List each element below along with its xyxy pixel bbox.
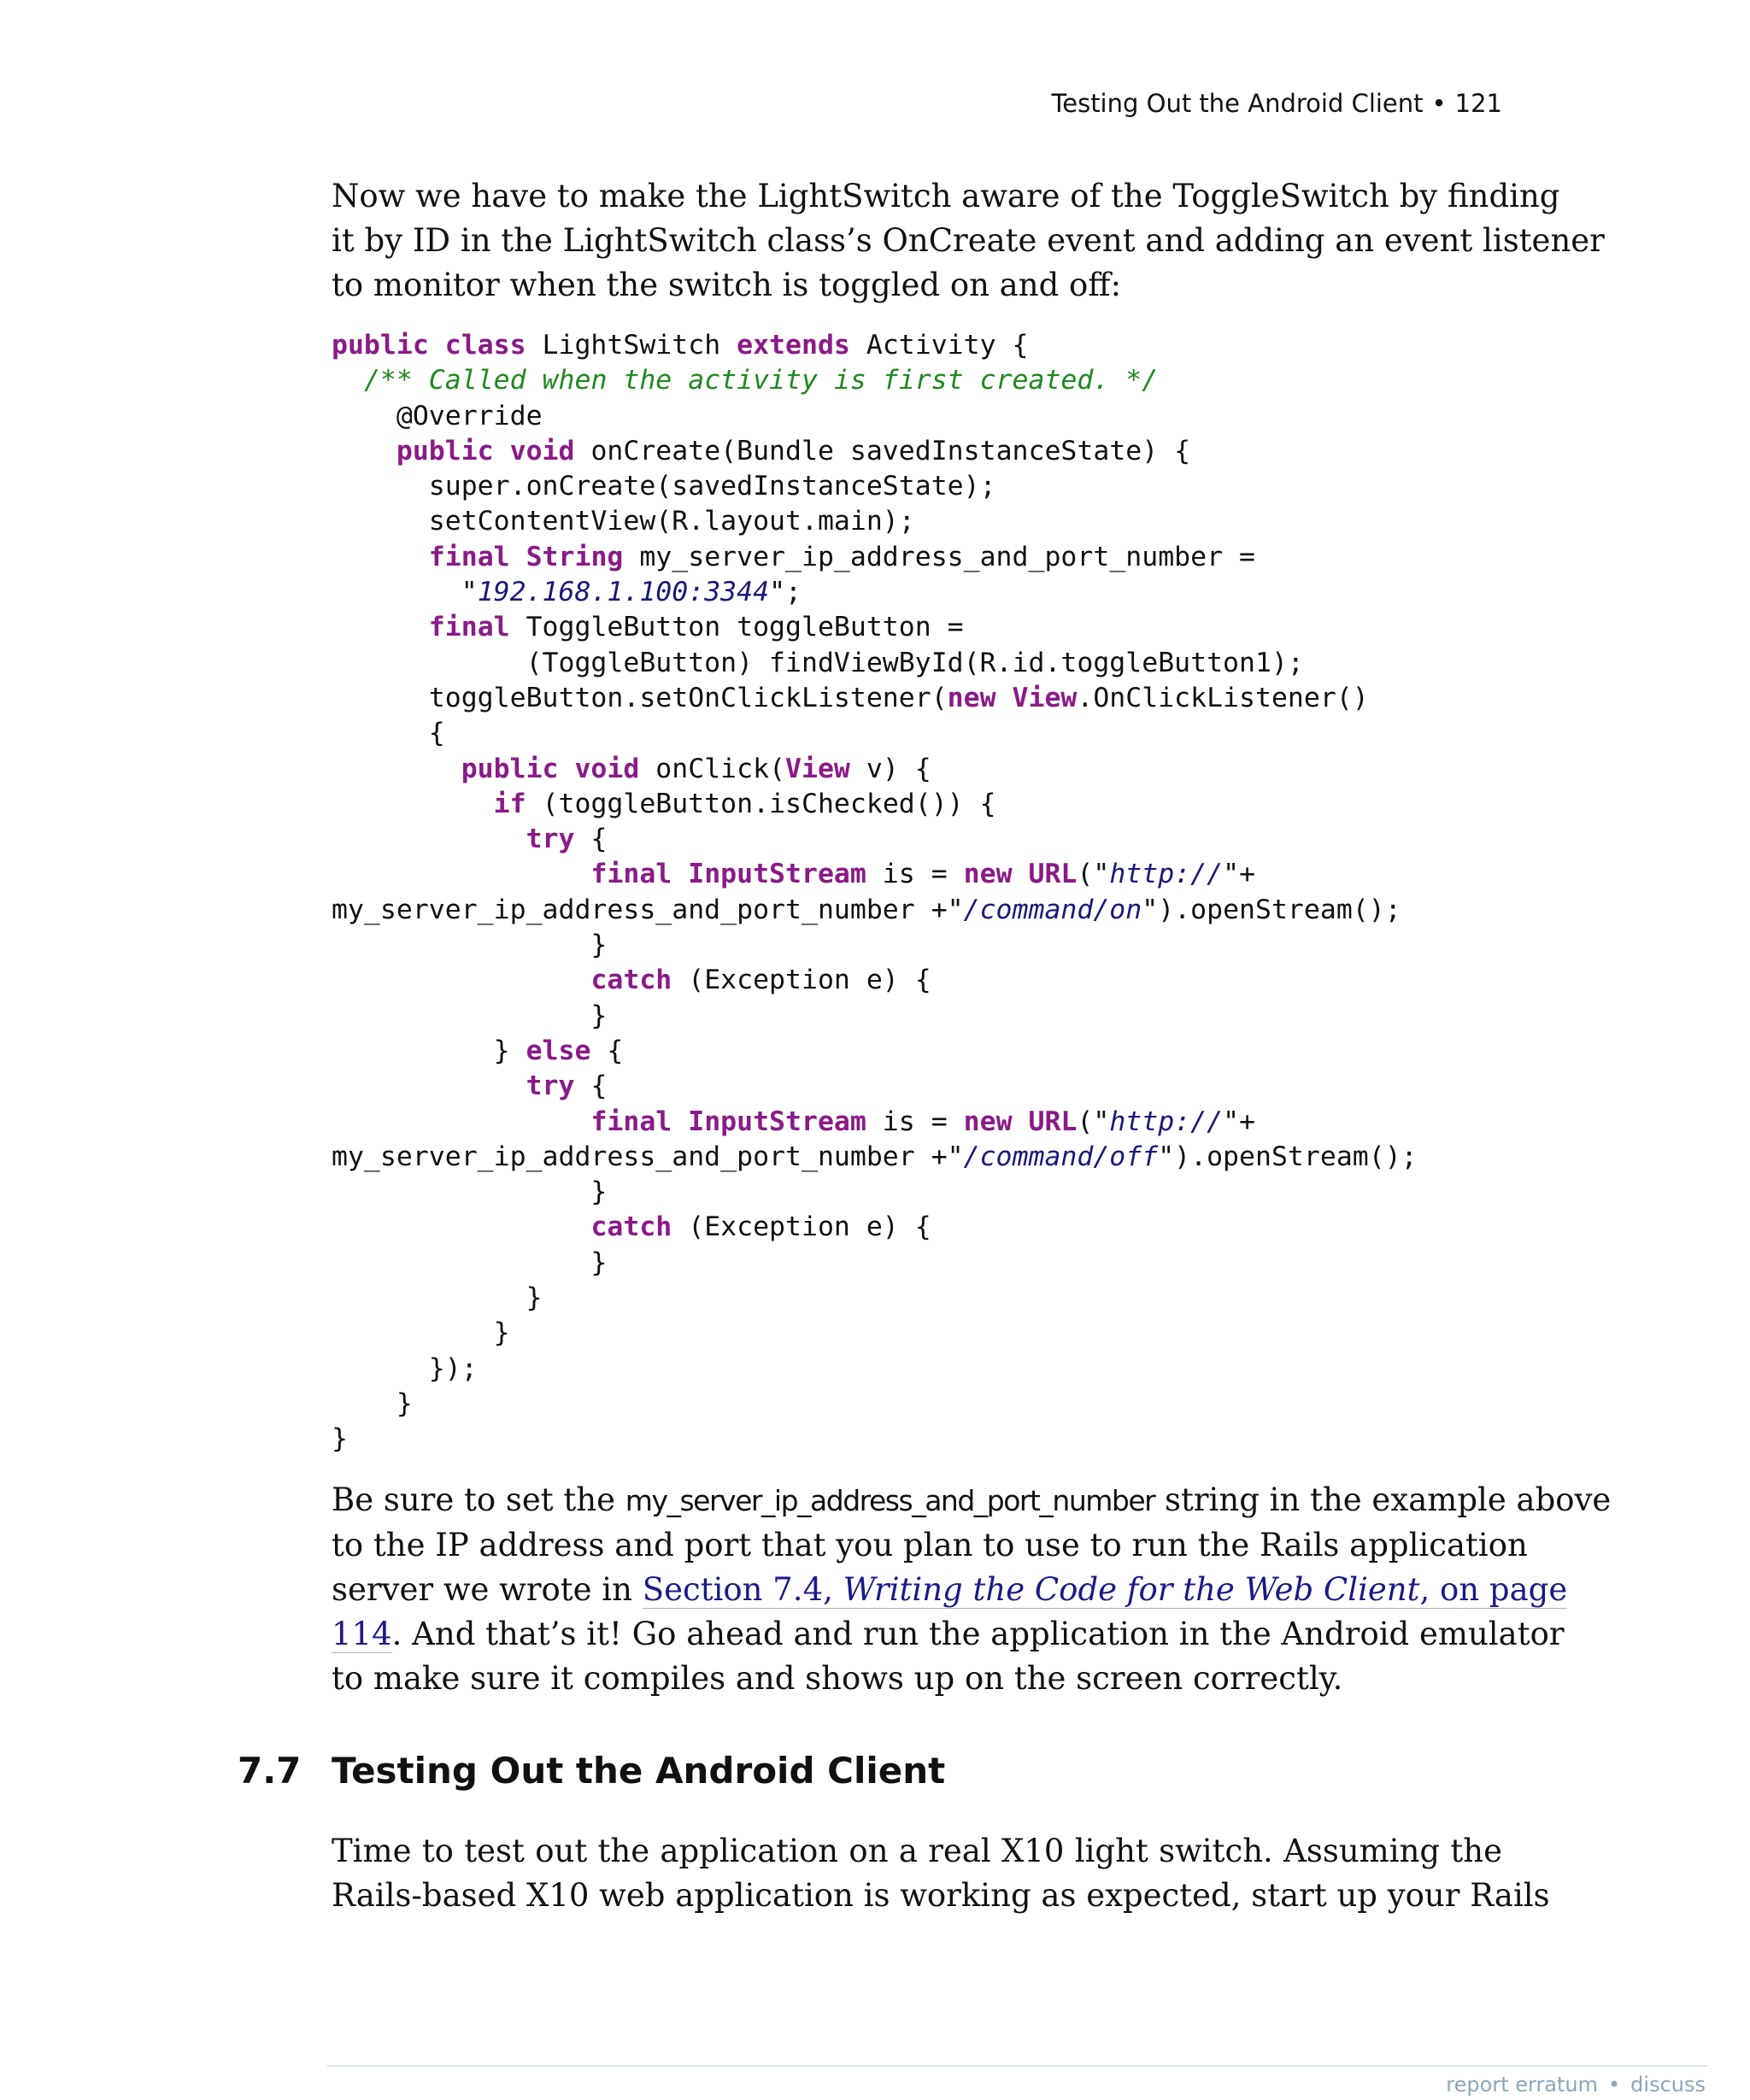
code-text: (" — [1077, 1106, 1110, 1137]
code-string: http:// — [1109, 1106, 1224, 1137]
explain-paragraph — [332, 1478, 1612, 1701]
section-number: 7.7 — [238, 1750, 302, 1792]
code-text: is = — [866, 1106, 964, 1137]
code-line — [332, 859, 1255, 889]
code-text: " — [332, 577, 478, 608]
code-line — [332, 824, 607, 854]
code-text: .OnClickListener() — [1077, 682, 1369, 713]
code-line — [332, 436, 1190, 466]
code-listing — [332, 328, 1418, 1458]
code-text: { — [332, 718, 445, 749]
code-line — [332, 648, 1304, 678]
running-header-title: Testing Out the Android Client — [1051, 89, 1424, 118]
code-line — [332, 612, 964, 642]
code-line — [332, 577, 802, 607]
code-text: super.onCreate(savedInstanceState); — [332, 471, 996, 502]
code-string: http:// — [1109, 859, 1224, 890]
code-line — [332, 1282, 543, 1313]
code-text: (toggleButton.isChecked()) { — [526, 788, 996, 819]
code-keyword: final InputStream — [590, 859, 866, 890]
code-line — [332, 1106, 1255, 1137]
code-line — [332, 471, 996, 502]
code-text: } — [332, 1387, 413, 1419]
code-keyword: public void — [396, 435, 575, 466]
code-text: } — [332, 1423, 348, 1455]
code-text — [332, 1211, 590, 1242]
section-line-1: Time to test out the application on a real X10 light switch. Assuming the — [332, 1833, 1502, 1869]
code-keyword: try — [526, 1071, 575, 1102]
code-keyword: catch — [590, 965, 672, 996]
code-line — [332, 401, 543, 431]
explain-text: server we wrote in — [332, 1571, 643, 1608]
code-text: my_server_ip_address_and_port_number +" — [332, 1141, 964, 1172]
code-line — [332, 718, 445, 748]
code-text: onCreate(Bundle savedInstanceState) { — [574, 435, 1191, 466]
intro-line-2: it by ID in the LightSwitch class’s OnCreate event and adding an event listener — [332, 222, 1605, 259]
xref-section: Section 7.4, — [642, 1571, 833, 1608]
code-text: Activity { — [849, 330, 1029, 361]
code-text — [332, 1106, 590, 1137]
code-string: /command/on — [963, 894, 1142, 925]
footer-divider — [327, 2065, 1707, 2067]
xref-title: Writing the Code for the Web Client — [843, 1571, 1420, 1608]
page-number: 121 — [1454, 89, 1502, 118]
explain-text: Be sure to set the — [332, 1481, 625, 1518]
code-text — [332, 789, 494, 819]
code-line — [332, 330, 1029, 361]
section-line-2: Rails-based X10 web application is working as expected, start up your Rails — [332, 1877, 1550, 1914]
xref-page-link[interactable]: 114 — [332, 1616, 392, 1652]
code-line — [332, 895, 1401, 925]
code-keyword: if — [493, 788, 526, 819]
code-text: @Override — [332, 400, 543, 431]
inline-code-variable: my_server_ip_address_and_port_number — [625, 1484, 1155, 1517]
code-text: (Exception e) { — [672, 965, 931, 996]
report-erratum-link[interactable]: report erratum — [1446, 2073, 1599, 2097]
code-line — [332, 1353, 478, 1384]
code-text: } — [332, 1035, 526, 1066]
code-text: (" — [1077, 859, 1110, 890]
code-line — [332, 1176, 607, 1207]
section-paragraph — [332, 1829, 1550, 1918]
code-line — [332, 1071, 607, 1101]
xref-on-page: , on page — [1419, 1571, 1568, 1608]
code-line — [332, 754, 931, 784]
code-text — [332, 965, 590, 995]
code-text — [332, 365, 364, 396]
code-text: { — [574, 1071, 608, 1102]
code-text: { — [574, 824, 608, 855]
explain-line-2: to the IP address and port that you plan to use to run the Rails application — [332, 1527, 1528, 1563]
code-text: (Exception e) { — [672, 1211, 931, 1243]
code-line — [332, 542, 1255, 572]
code-text — [332, 612, 429, 642]
code-text: } — [332, 930, 608, 961]
code-text: onClick( — [639, 753, 786, 784]
code-line — [332, 789, 996, 819]
code-text — [332, 1071, 526, 1101]
code-text: } — [332, 1317, 510, 1349]
code-text: toggleButton.setOnClickListener( — [332, 682, 948, 713]
code-text — [332, 824, 526, 854]
code-keyword: public class — [332, 330, 526, 361]
code-text: } — [332, 1247, 608, 1278]
footer-dot: • — [1608, 2073, 1621, 2097]
code-text — [332, 436, 396, 466]
code-keyword: extends — [737, 330, 850, 361]
code-text: LightSwitch — [526, 330, 737, 361]
code-keyword: final String — [428, 541, 624, 572]
code-line — [332, 1388, 413, 1419]
code-text: } — [332, 1000, 608, 1031]
explain-text: string in the example above — [1154, 1481, 1612, 1518]
intro-line-3: to monitor when the switch is toggled on and off: — [332, 267, 1122, 303]
code-comment: /** Called when the activity is first created. */ — [363, 365, 1159, 396]
code-text: my_server_ip_address_and_port_number +" — [332, 894, 964, 925]
code-string: /command/off — [963, 1141, 1159, 1172]
code-text: ToggleButton toggleButton = — [509, 612, 964, 643]
code-line — [332, 1000, 607, 1031]
code-text: } — [332, 1176, 608, 1208]
code-line — [332, 1247, 607, 1278]
section-title: Testing Out the Android Client — [332, 1750, 946, 1792]
code-keyword: try — [526, 824, 575, 855]
section-heading — [238, 1750, 945, 1792]
code-keyword: final InputStream — [590, 1106, 866, 1137]
code-keyword: public void — [461, 753, 640, 784]
code-text: setContentView(R.layout.main); — [332, 506, 915, 537]
code-line — [332, 1141, 1418, 1172]
header-bullet: • — [1431, 89, 1447, 118]
code-text — [332, 542, 429, 572]
intro-paragraph — [332, 174, 1605, 308]
code-line — [332, 506, 915, 537]
code-text — [332, 859, 590, 889]
code-keyword: new URL — [963, 1106, 1078, 1137]
code-text: { — [590, 1035, 624, 1066]
code-line — [332, 1317, 510, 1348]
code-line — [332, 930, 607, 960]
code-text: ").openStream(); — [1158, 1141, 1418, 1172]
code-text: "; — [769, 577, 802, 608]
explain-line-1 — [332, 1478, 1612, 1523]
explain-line-4 — [332, 1612, 1565, 1657]
code-text: "+ — [1223, 1106, 1256, 1137]
code-line — [332, 1035, 623, 1066]
explain-text: . And that’s it! Go ahead and run the application in the Android emulator — [391, 1616, 1565, 1652]
code-text: is = — [866, 859, 964, 890]
code-text — [332, 754, 461, 784]
explain-line-5: to make sure it compiles and shows up on the screen correctly. — [332, 1660, 1343, 1697]
code-text: }); — [332, 1352, 478, 1384]
code-line — [332, 965, 931, 995]
running-header — [1051, 89, 1502, 118]
code-line — [332, 1211, 931, 1242]
code-text: v) { — [849, 753, 931, 784]
section-xref-link[interactable] — [643, 1571, 1567, 1609]
code-text: my_server_ip_address_and_port_number = — [623, 541, 1255, 572]
code-text: "+ — [1223, 859, 1256, 890]
explain-line-3 — [332, 1568, 1568, 1612]
code-text: (ToggleButton) findViewById(R.id.toggleButton1); — [332, 647, 1304, 678]
code-keyword: new URL — [963, 859, 1078, 890]
code-line — [332, 1423, 348, 1454]
code-keyword: else — [526, 1035, 591, 1066]
footer — [1446, 2073, 1706, 2097]
code-text: } — [332, 1282, 543, 1314]
code-keyword: View — [785, 753, 850, 784]
discuss-link[interactable]: discuss — [1630, 2073, 1706, 2097]
intro-line-1: Now we have to make the LightSwitch aware of the ToggleSwitch by finding — [332, 178, 1560, 214]
code-line — [332, 683, 1369, 713]
code-keyword: catch — [590, 1211, 672, 1243]
code-string: 192.168.1.100:3344 — [477, 577, 770, 608]
code-line — [332, 365, 1158, 396]
code-keyword: new View — [947, 682, 1078, 713]
code-text: ").openStream(); — [1142, 894, 1401, 925]
code-keyword: final — [428, 612, 510, 643]
